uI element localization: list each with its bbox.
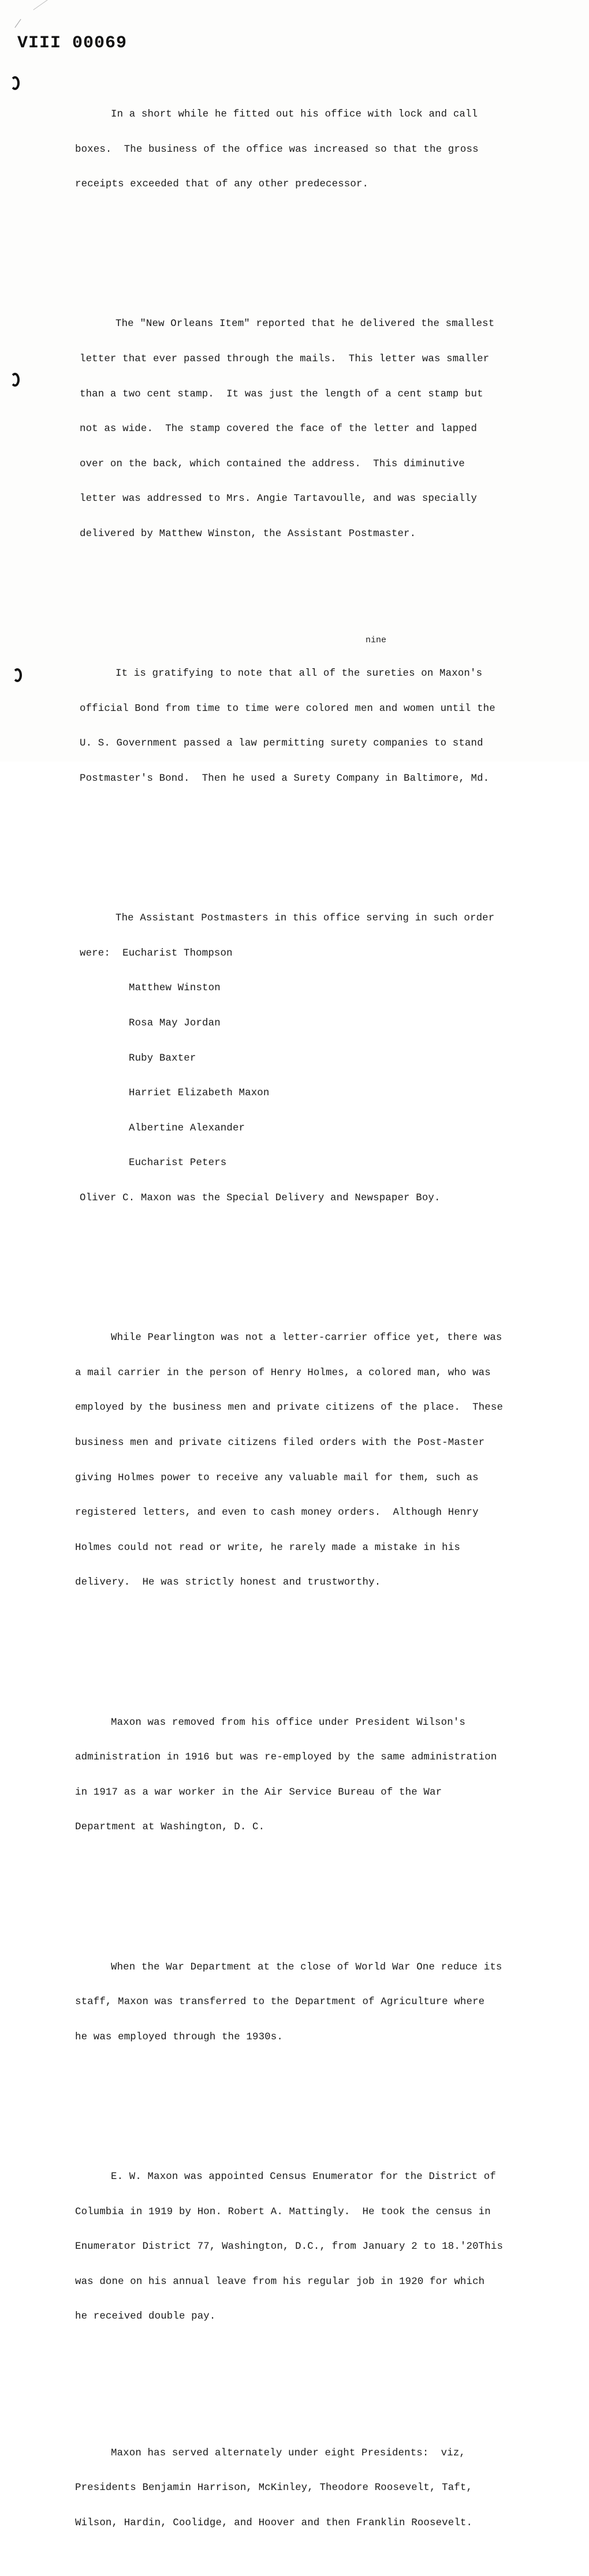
page-stamp-number: VIII 00069 [17, 33, 128, 53]
text-line: Columbia in 1919 by Hon. Robert A. Mattingly. He took the census in [75, 2206, 491, 2218]
punch-hole-bottom [13, 668, 22, 682]
list-item: Rosa May Jordan [129, 1017, 221, 1029]
text-line: employed by the business men and private citizens of the place. These [75, 1402, 504, 1414]
punch-hole-middle [10, 373, 20, 387]
text-line: receipts exceeded that of any other predecessor. [75, 179, 369, 190]
punch-hole-top [10, 76, 20, 90]
paragraph [75, 1309, 572, 1612]
list-item: Eucharist Peters [129, 1158, 227, 1169]
text-line: Department at Washington, D. C. [75, 1822, 265, 1833]
paragraph-gap [79, 2369, 575, 2377]
text-line: boxes. The business of the office was increased so that the gross [75, 144, 479, 155]
text-line: a mail carrier in the person of Henry Holmes, a colored man, who was [75, 1367, 491, 1379]
text-line: Presidents Benjamin Harrison, McKinley, Theodore Roosevelt, Taft, [75, 2483, 473, 2494]
text-line: delivery. He was strictly honest and trustworthy. [75, 1577, 381, 1589]
text-line: not as wide. The stamp covered the face of the letter and lapped [80, 424, 478, 435]
list-item: Harriet Elizabeth Maxon [129, 1088, 270, 1099]
paragraph [80, 295, 576, 564]
handwritten-insert: nine [366, 635, 387, 645]
text-line: Wilson, Hardin, Coolidge, and Hoover and then Franklin Roosevelt. [75, 2517, 473, 2529]
text-line: delivered by Matthew Winston, the Assistant Postmaster. [80, 528, 416, 540]
paragraph-gap [79, 1251, 575, 1263]
list-intro-line [80, 948, 576, 960]
text-line: staff, Maxon was transferred to the Department of Agriculture where [75, 1997, 485, 2008]
text-line: The Assistant Postmasters in this office serving in such order [115, 913, 495, 924]
text-line: over on the back, which contained the address. This diminutive [80, 458, 465, 470]
text-line: giving Holmes power to receive any valuable mail for them, such as [75, 1472, 479, 1484]
text-line: he was employed through the 1930s. [75, 2031, 283, 2043]
text-line: Enumerator District 77, Washington, D.C., from January 2 to 18.'20This [75, 2241, 504, 2253]
text-line: Postmaster's Bond. Then he used a Surety Company in Baltimore, Md. [80, 773, 490, 784]
text-line: U. S. Government passed a law permitting surety companies to stand [80, 738, 483, 750]
paragraph-gap [79, 1635, 575, 1647]
paragraph-gap [79, 237, 575, 249]
text-line: in 1917 as a war worker in the Air Service Bureau of the War [75, 1787, 442, 1798]
list-item: Matthew Winston [129, 983, 221, 994]
paragraph [75, 1938, 572, 2066]
paragraph-gap [79, 1880, 575, 1892]
text-line: Oliver C. Maxon was the Special Delivery and Newspaper Boy. [80, 1192, 441, 1204]
text-line: The "New Orleans Item" reported that he delivered the smallest [115, 319, 495, 330]
text-line: letter that ever passed through the mails. This letter was smaller [80, 354, 490, 365]
paragraph-gap [79, 832, 575, 843]
paper-mark [14, 19, 21, 28]
paragraph-gap [79, 2090, 575, 2102]
text-line: administration in 1916 but was re-employed by the same administration [75, 1752, 497, 1763]
text-line: Holmes could not read or write, he rarely made a mistake in his [75, 1542, 460, 1553]
paragraph [75, 2424, 572, 2552]
paper-mark [33, 0, 47, 10]
paragraph-gap [79, 587, 575, 598]
text-line: official Bond from time to time were colored men and women until the [80, 703, 495, 714]
text-line: was done on his annual leave from his regular job in 1920 for which [75, 2276, 485, 2287]
text-line: In a short while he fitted out his office with lock and call [111, 109, 478, 121]
paragraph [75, 1694, 572, 1857]
text-line: he received double pay. [75, 2311, 216, 2323]
list-intro-prefix: were: [80, 948, 110, 959]
text-line: E. W. Maxon was appointed Census Enumerator for the District of [111, 2171, 496, 2182]
list-item: Albertine Alexander [129, 1122, 245, 1134]
text-line: business men and private citizens filed orders with the Post-Master [75, 1437, 485, 1448]
paragraph [75, 86, 572, 214]
list-item: Eucharist Thompson [122, 948, 233, 959]
text-line: It is gratifying to note that all of the sureties on Maxon's [115, 668, 483, 680]
list-item: Ruby Baxter [129, 1053, 196, 1064]
text-line: than a two cent stamp. It was just the length of a cent stamp but [80, 388, 483, 400]
document-body [75, 51, 575, 2576]
text-line: While Pearlington was not a letter-carrier office yet, there was [111, 1332, 502, 1344]
text-line: Maxon has served alternately under eight Presidents: viz, [111, 2447, 465, 2459]
assistant-postmasters-section [80, 890, 576, 1228]
text-line: letter was addressed to Mrs. Angie Tartavoulle, and was specially [80, 493, 478, 505]
text-line: registered letters, and even to cash money orders. Although Henry [75, 1507, 479, 1519]
text-line: When the War Department at the close of World War One reduce its [111, 1961, 502, 1973]
text-line: Maxon was removed from his office under President Wilson's [111, 1717, 465, 1728]
paragraph [75, 2148, 572, 2346]
paragraph [80, 645, 576, 808]
